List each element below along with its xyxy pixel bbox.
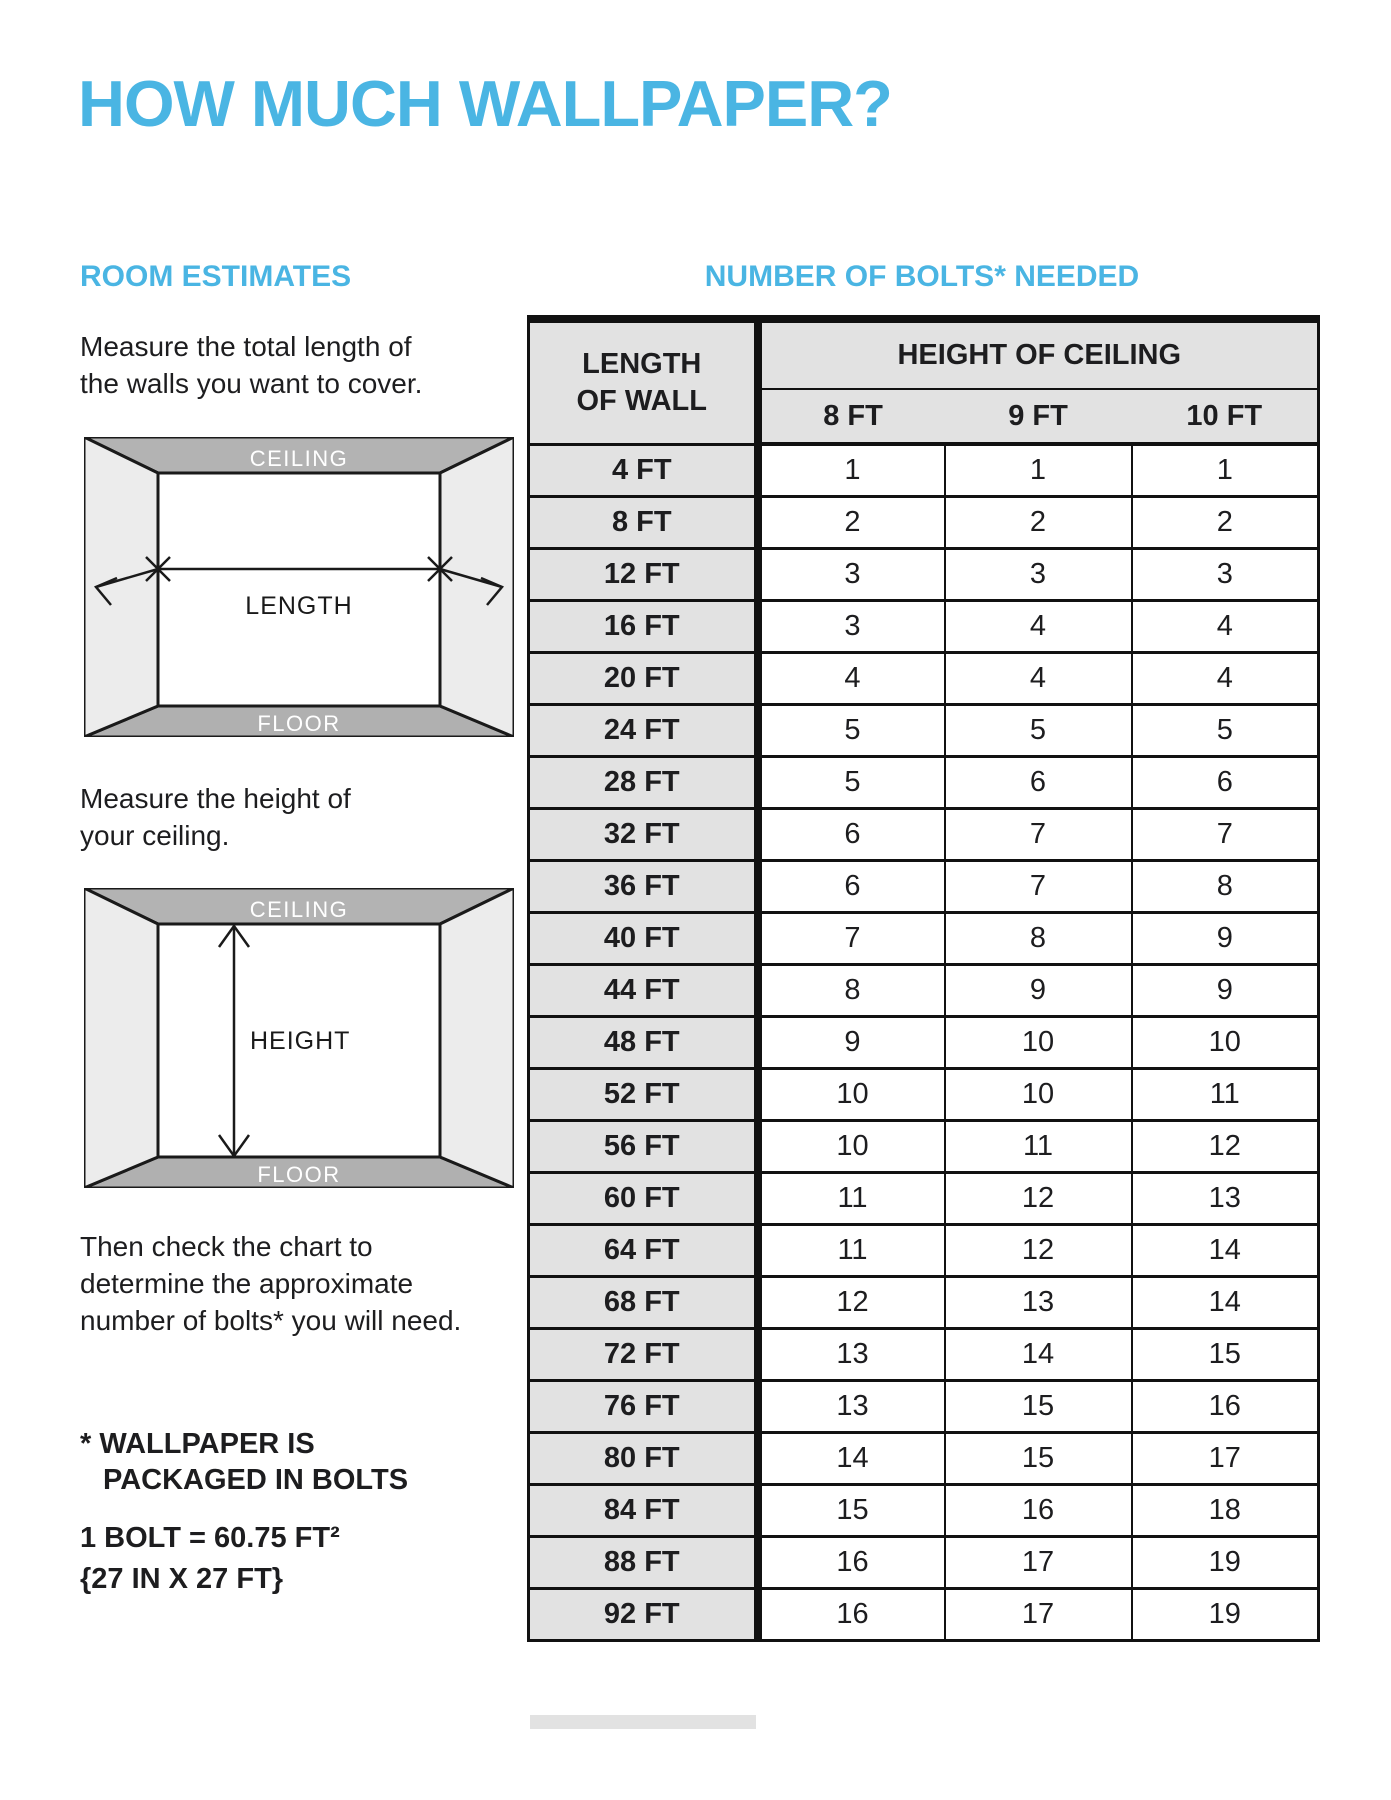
table-row	[529, 912, 1319, 964]
bolt-count-cell: 16	[1132, 1380, 1319, 1432]
bolt-count-cell: 10	[945, 1068, 1132, 1120]
bolt-count-cell: 12	[1132, 1120, 1319, 1172]
table-row	[529, 1484, 1319, 1536]
bolt-count-cell: 12	[945, 1224, 1132, 1276]
bolt-table-body	[529, 444, 1319, 1640]
bolt-count-cell: 14	[1132, 1224, 1319, 1276]
bolt-count-cell: 19	[1132, 1536, 1319, 1588]
bolt-count-cell: 10	[758, 1068, 945, 1120]
bolt-count-cell: 8	[945, 912, 1132, 964]
bolt-count-cell: 5	[758, 704, 945, 756]
ceiling-label: CEILING	[249, 446, 349, 471]
bolt-count-cell: 1	[758, 444, 945, 496]
bolt-count-cell: 16	[945, 1484, 1132, 1536]
bolt-count-cell: 7	[1132, 808, 1319, 860]
paragraph-line: determine the approximate	[80, 1268, 414, 1299]
bolt-count-cell: 3	[1132, 548, 1319, 600]
table-row	[529, 1172, 1319, 1224]
bolt-count-cell: 7	[945, 808, 1132, 860]
table-row	[529, 652, 1319, 704]
bolt-count-cell: 16	[758, 1536, 945, 1588]
bolt-count-cell: 11	[758, 1172, 945, 1224]
wall-length-cell: 92 FT	[529, 1588, 758, 1640]
bolt-count-cell: 10	[1132, 1016, 1319, 1068]
footnote-line: * WALLPAPER IS	[80, 1428, 315, 1460]
paragraph-line: your ceiling.	[80, 820, 230, 851]
wall-length-cell: 4 FT	[529, 444, 758, 496]
bolt-size-info	[80, 1518, 340, 1600]
table-row	[529, 496, 1319, 548]
bolt-dimensions: {27 IN X 27 FT}	[80, 1563, 284, 1595]
bolt-count-cell: 15	[1132, 1328, 1319, 1380]
bolt-count-cell: 6	[1132, 756, 1319, 808]
paragraph-line: the walls you want to cover.	[80, 368, 423, 399]
bolt-count-cell: 13	[945, 1276, 1132, 1328]
bolt-count-cell: 3	[758, 600, 945, 652]
table-bottom-stub	[530, 1715, 756, 1729]
bolt-count-cell: 13	[758, 1380, 945, 1432]
paragraph-line: number of bolts* you will need.	[80, 1305, 462, 1336]
wall-length-cell: 88 FT	[529, 1536, 758, 1588]
wall-length-cell: 76 FT	[529, 1380, 758, 1432]
bolt-count-cell: 3	[758, 548, 945, 600]
bolt-count-cell: 9	[1132, 912, 1319, 964]
table-row	[529, 1224, 1319, 1276]
bolt-count-cell: 5	[758, 756, 945, 808]
length-room-diagram	[84, 437, 514, 737]
bolt-count-cell: 4	[945, 652, 1132, 704]
footnote-line: PACKAGED IN BOLTS	[103, 1464, 409, 1496]
bolt-count-cell: 9	[1132, 964, 1319, 1016]
bolt-count-cell: 12	[758, 1276, 945, 1328]
header-line: LENGTH	[582, 347, 702, 380]
wall-length-cell: 80 FT	[529, 1432, 758, 1484]
column-header-8ft: 8 FT	[758, 389, 945, 444]
table-row	[529, 1536, 1319, 1588]
wall-length-cell: 20 FT	[529, 652, 758, 704]
bolt-count-cell: 15	[945, 1380, 1132, 1432]
bolts-footnote	[80, 1426, 408, 1498]
table-row	[529, 756, 1319, 808]
wall-length-cell: 36 FT	[529, 860, 758, 912]
measure-height-paragraph	[80, 780, 351, 854]
bolt-count-cell: 10	[945, 1016, 1132, 1068]
table-header-row	[529, 319, 1319, 389]
bolt-count-cell: 17	[945, 1588, 1132, 1640]
right-wall	[440, 888, 514, 1188]
table-row	[529, 964, 1319, 1016]
wall-length-cell: 84 FT	[529, 1484, 758, 1536]
page-title: HOW MUCH WALLPAPER?	[78, 67, 892, 140]
bolt-count-cell: 10	[758, 1120, 945, 1172]
bolt-count-cell: 2	[945, 496, 1132, 548]
bolt-count-cell: 4	[945, 600, 1132, 652]
wall-length-cell: 48 FT	[529, 1016, 758, 1068]
bolts-table	[527, 315, 1320, 1642]
table-row	[529, 1068, 1319, 1120]
table-row	[529, 808, 1319, 860]
wall-length-cell: 8 FT	[529, 496, 758, 548]
header-line: OF WALL	[576, 384, 707, 417]
bolt-count-cell: 19	[1132, 1588, 1319, 1640]
length-label: LENGTH	[245, 592, 353, 620]
wall-length-cell: 28 FT	[529, 756, 758, 808]
bolt-count-cell: 11	[1132, 1068, 1319, 1120]
bolt-count-cell: 5	[1132, 704, 1319, 756]
wall-length-cell: 68 FT	[529, 1276, 758, 1328]
bolt-count-cell: 11	[945, 1120, 1132, 1172]
table-row	[529, 600, 1319, 652]
wall-length-cell: 12 FT	[529, 548, 758, 600]
bolt-count-cell: 6	[945, 756, 1132, 808]
paragraph-line: Measure the total length of	[80, 331, 412, 362]
length-of-wall-header	[529, 319, 758, 444]
floor-label: FLOOR	[257, 1162, 341, 1187]
ceiling-label: CEILING	[249, 897, 349, 922]
table-row	[529, 1120, 1319, 1172]
bolt-count-cell: 7	[758, 912, 945, 964]
bolt-count-cell: 13	[758, 1328, 945, 1380]
wall-length-cell: 72 FT	[529, 1328, 758, 1380]
wall-length-cell: 56 FT	[529, 1120, 758, 1172]
table-row	[529, 1328, 1319, 1380]
column-header-10ft: 10 FT	[1132, 389, 1319, 444]
wall-length-cell: 64 FT	[529, 1224, 758, 1276]
bolt-count-cell: 1	[1132, 444, 1319, 496]
bolt-count-cell: 2	[1132, 496, 1319, 548]
left-wall	[84, 888, 158, 1188]
wall-length-cell: 52 FT	[529, 1068, 758, 1120]
wall-length-cell: 60 FT	[529, 1172, 758, 1224]
bolt-count-cell: 5	[945, 704, 1132, 756]
height-room-diagram	[84, 888, 514, 1188]
table-row	[529, 444, 1319, 496]
bolt-count-cell: 13	[1132, 1172, 1319, 1224]
table-row	[529, 1432, 1319, 1484]
bolt-count-cell: 17	[1132, 1432, 1319, 1484]
table-row	[529, 1276, 1319, 1328]
bolt-count-cell: 4	[1132, 600, 1319, 652]
bolt-equation: 1 BOLT = 60.75 FT²	[80, 1522, 340, 1554]
bolt-count-cell: 15	[945, 1432, 1132, 1484]
bolt-count-cell: 2	[758, 496, 945, 548]
wall-length-cell: 16 FT	[529, 600, 758, 652]
bolt-count-cell: 6	[758, 860, 945, 912]
bolt-count-cell: 7	[945, 860, 1132, 912]
column-header-9ft: 9 FT	[945, 389, 1132, 444]
paragraph-line: Measure the height of	[80, 783, 351, 814]
bolt-count-cell: 16	[758, 1588, 945, 1640]
table-row	[529, 1016, 1319, 1068]
height-label: HEIGHT	[250, 1027, 351, 1055]
bolt-count-cell: 15	[758, 1484, 945, 1536]
bolts-needed-heading: NUMBER OF BOLTS* NEEDED	[704, 260, 1140, 293]
height-of-ceiling-header: HEIGHT OF CEILING	[758, 319, 1319, 389]
bolt-count-cell: 4	[758, 652, 945, 704]
bolt-count-cell: 9	[945, 964, 1132, 1016]
bolt-count-cell: 14	[945, 1328, 1132, 1380]
wall-length-cell: 32 FT	[529, 808, 758, 860]
table-row	[529, 548, 1319, 600]
floor-label: FLOOR	[257, 711, 341, 736]
bolt-count-cell: 8	[1132, 860, 1319, 912]
bolt-count-cell: 12	[945, 1172, 1132, 1224]
bolt-count-cell: 4	[1132, 652, 1319, 704]
paragraph-line: Then check the chart to	[80, 1231, 373, 1262]
wall-length-cell: 24 FT	[529, 704, 758, 756]
table-row	[529, 860, 1319, 912]
bolt-count-cell: 18	[1132, 1484, 1319, 1536]
bolt-count-cell: 14	[1132, 1276, 1319, 1328]
room-estimates-heading: ROOM ESTIMATES	[80, 260, 352, 293]
bolt-count-cell: 11	[758, 1224, 945, 1276]
bolt-count-cell: 6	[758, 808, 945, 860]
table-row	[529, 1380, 1319, 1432]
bolt-count-cell: 3	[945, 548, 1132, 600]
wall-length-cell: 40 FT	[529, 912, 758, 964]
bolt-count-cell: 9	[758, 1016, 945, 1068]
check-chart-paragraph	[80, 1228, 461, 1339]
bolt-count-cell: 8	[758, 964, 945, 1016]
table-row	[529, 704, 1319, 756]
wall-length-cell: 44 FT	[529, 964, 758, 1016]
table-row	[529, 1588, 1319, 1640]
bolt-count-cell: 17	[945, 1536, 1132, 1588]
bolt-count-cell: 1	[945, 444, 1132, 496]
bolt-count-cell: 14	[758, 1432, 945, 1484]
measure-length-paragraph	[80, 328, 422, 402]
back-wall	[158, 473, 440, 706]
